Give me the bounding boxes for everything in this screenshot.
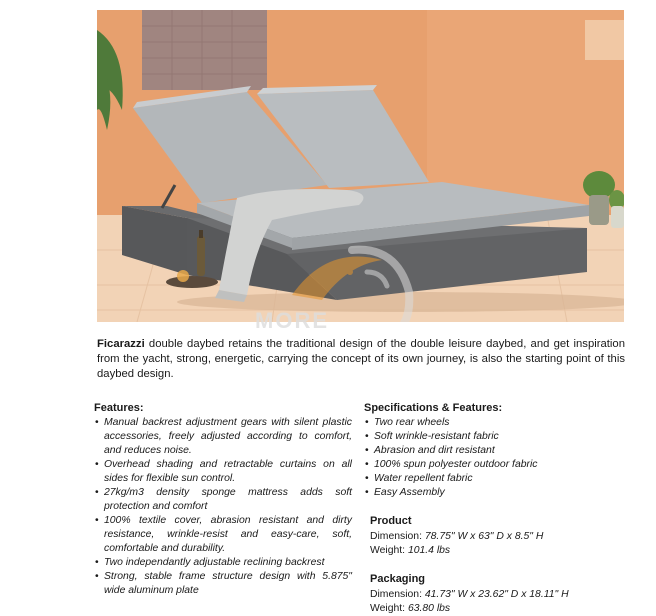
list-item: • Abrasion and dirt resistant	[364, 444, 634, 458]
features-heading: Features:	[94, 402, 144, 414]
product-section	[364, 514, 634, 558]
specs-column	[364, 401, 634, 616]
list-item: • Two independantly adjustable reclining backrest	[94, 556, 352, 570]
brand-name: Ficarazzi	[97, 338, 145, 350]
specs-heading: Specifications & Features:	[364, 402, 503, 414]
list-item: • 27kg/m3 density sponge mattress adds soft protection and comfort	[94, 486, 352, 514]
specs-list	[364, 416, 634, 500]
features-list	[94, 416, 352, 598]
intro-paragraph	[97, 337, 625, 382]
list-item: • 100% spun polyester outdoor fabric	[364, 458, 634, 472]
product-dimension: Dimension: 78.75" W x 63" D x 8.5" H	[370, 531, 544, 542]
list-item: • Soft wrinkle-resistant fabric	[364, 430, 634, 444]
daybed-illustration	[97, 10, 624, 322]
packaging-section	[364, 572, 634, 616]
packaging-dimension: Dimension: 41.73" W x 23.62" D x 18.11" H	[370, 589, 569, 600]
product-heading: Product	[370, 515, 412, 527]
watermark-text: MORE	[255, 308, 329, 333]
product-weight: Weight: 101.4 lbs	[370, 545, 451, 556]
features-column	[94, 401, 352, 598]
product-photo	[97, 10, 624, 322]
list-item: • Manual backrest adjustment gears with silent plastic accessories, freely adjusted according to comfort, and reduces noise.	[94, 416, 352, 458]
list-item: • 100% textile cover, abrasion resistant and dirty resistance, wrinkle-resist and easy-care, soft, comfortable and durability.	[94, 514, 352, 556]
packaging-weight: Weight: 63.80 lbs	[370, 603, 451, 614]
list-item: • Two rear wheels	[364, 416, 634, 430]
intro-text: double daybed retains the traditional design of the double leisure daybed, and get inspiration from the yacht, strong, energetic, carrying the concept of its own journey, is also the starting point of this daybed design.	[97, 338, 625, 380]
list-item: • Overhead shading and retractable curtains on all sides for flexible sun control.	[94, 458, 352, 486]
packaging-heading: Packaging	[370, 573, 426, 585]
list-item: • Easy Assembly	[364, 486, 634, 500]
list-item: • Strong, stable frame structure design with 5.875" wide aluminum plate	[94, 570, 352, 598]
list-item: • Water repellent fabric	[364, 472, 634, 486]
